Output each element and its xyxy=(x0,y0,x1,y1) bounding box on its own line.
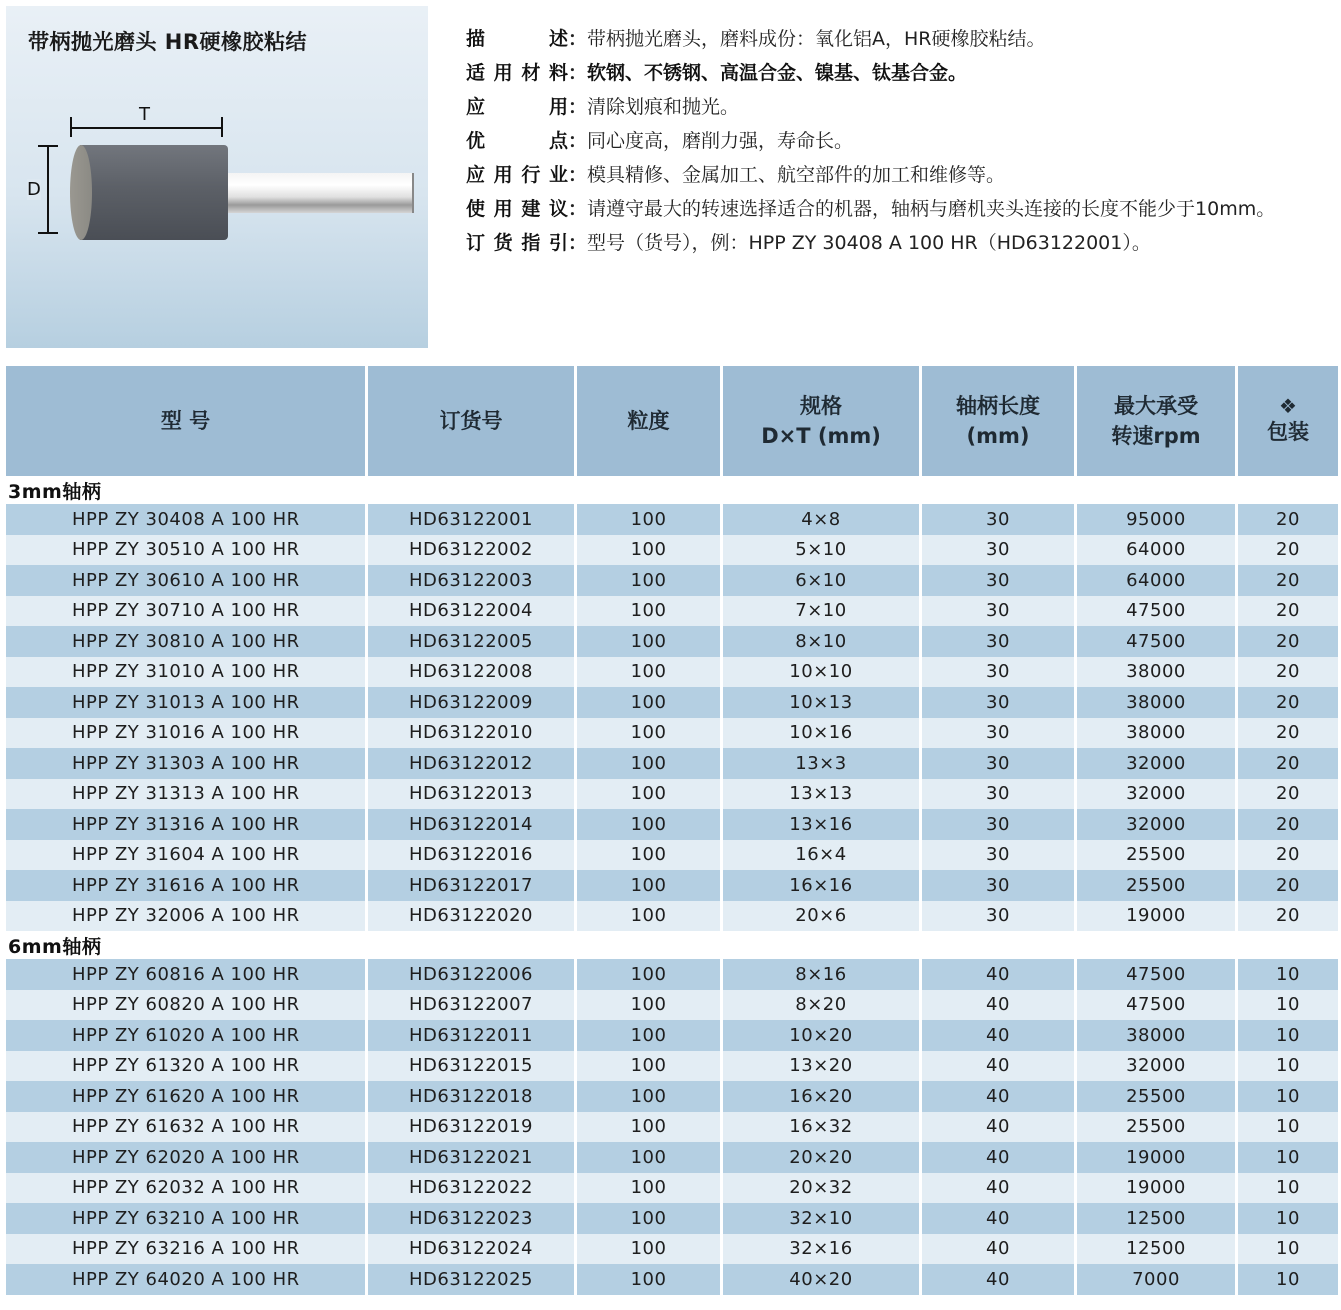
cell-spec: 32×16 xyxy=(723,1234,922,1265)
cell-shank-length: 40 xyxy=(922,1020,1077,1051)
dim-t-label: T xyxy=(139,104,150,125)
cell-grit: 100 xyxy=(577,840,723,871)
info-colon: ： xyxy=(568,28,588,50)
cell-shank-length: 40 xyxy=(922,959,1077,990)
cell-order-number: HD63122006 xyxy=(368,959,577,990)
cell-shank-length: 30 xyxy=(922,687,1077,718)
cell-grit: 100 xyxy=(577,779,723,810)
cell-max-rpm: 25500 xyxy=(1077,1081,1238,1112)
info-colon: ： xyxy=(568,198,588,220)
table-header-row xyxy=(6,366,1338,476)
cell-grit: 100 xyxy=(577,1112,723,1143)
cell-shank-length: 30 xyxy=(922,748,1077,779)
cell-max-rpm: 25500 xyxy=(1077,840,1238,871)
info-row xyxy=(466,24,1275,58)
info-value: 请遵守最大的转速选择适合的机器，轴柄与磨机夹头连接的长度不能少于10mm。 xyxy=(587,198,1276,220)
table-row xyxy=(6,504,1338,535)
cell-shank-length: 40 xyxy=(922,1142,1077,1173)
cell-shank-length: 30 xyxy=(922,901,1077,932)
cell-model: HPP ZY 64020 A 100 HR xyxy=(6,1264,368,1295)
cell-max-rpm: 47500 xyxy=(1077,959,1238,990)
cell-shank-length: 40 xyxy=(922,1173,1077,1204)
header-shank-length xyxy=(922,366,1077,476)
group-header-row xyxy=(6,931,1338,959)
cell-model: HPP ZY 63216 A 100 HR xyxy=(6,1234,368,1265)
cell-model: HPP ZY 30710 A 100 HR xyxy=(6,596,368,627)
info-label: 使用建议 xyxy=(466,198,568,220)
cell-spec: 13×16 xyxy=(723,809,922,840)
cell-package: 10 xyxy=(1238,1112,1338,1143)
cell-package: 10 xyxy=(1238,1142,1338,1173)
cell-shank-length: 40 xyxy=(922,1203,1077,1234)
table-row xyxy=(6,535,1338,566)
cell-package: 20 xyxy=(1238,809,1338,840)
cell-package: 20 xyxy=(1238,535,1338,566)
cell-order-number: HD63122017 xyxy=(368,870,577,901)
cell-spec: 10×10 xyxy=(723,657,922,688)
cell-model: HPP ZY 31016 A 100 HR xyxy=(6,718,368,749)
cell-order-number: HD63122012 xyxy=(368,748,577,779)
info-label: 应 用 xyxy=(466,96,568,118)
cell-package: 20 xyxy=(1238,626,1338,657)
cell-model: HPP ZY 31313 A 100 HR xyxy=(6,779,368,810)
dim-d-tick-bottom xyxy=(38,232,58,234)
cell-max-rpm: 32000 xyxy=(1077,748,1238,779)
header-spec-line2: D×T (mm) xyxy=(761,424,881,448)
cell-order-number: HD63122021 xyxy=(368,1142,577,1173)
info-row xyxy=(466,58,1275,92)
cell-spec: 13×13 xyxy=(723,779,922,810)
cell-max-rpm: 25500 xyxy=(1077,870,1238,901)
info-value: 同心度高，磨削力强，寿命长。 xyxy=(587,130,854,152)
cell-order-number: HD63122003 xyxy=(368,565,577,596)
cell-max-rpm: 12500 xyxy=(1077,1203,1238,1234)
cell-package: 20 xyxy=(1238,687,1338,718)
cell-model: HPP ZY 61632 A 100 HR xyxy=(6,1112,368,1143)
table-row xyxy=(6,1234,1338,1265)
cell-model: HPP ZY 63210 A 100 HR xyxy=(6,1203,368,1234)
cell-max-rpm: 38000 xyxy=(1077,718,1238,749)
table-row xyxy=(6,959,1338,990)
header-model: 型 号 xyxy=(6,366,368,476)
cell-package: 10 xyxy=(1238,1264,1338,1295)
cell-spec: 16×32 xyxy=(723,1112,922,1143)
table-row xyxy=(6,870,1338,901)
cell-spec: 8×16 xyxy=(723,959,922,990)
cell-package: 10 xyxy=(1238,1173,1338,1204)
table-row xyxy=(6,1264,1338,1295)
cell-max-rpm: 19000 xyxy=(1077,901,1238,932)
cell-shank-length: 30 xyxy=(922,779,1077,810)
cell-max-rpm: 38000 xyxy=(1077,1020,1238,1051)
cell-package: 20 xyxy=(1238,718,1338,749)
cell-max-rpm: 7000 xyxy=(1077,1264,1238,1295)
header-shank-line1: 轴柄长度 xyxy=(956,394,1040,418)
header-rpm-line1: 最大承受 xyxy=(1114,394,1198,418)
cell-max-rpm: 32000 xyxy=(1077,779,1238,810)
cell-max-rpm: 32000 xyxy=(1077,809,1238,840)
cell-spec: 4×8 xyxy=(723,504,922,535)
cell-package: 20 xyxy=(1238,504,1338,535)
dim-t-tick-right xyxy=(221,117,223,137)
cell-shank-length: 30 xyxy=(922,504,1077,535)
table-row xyxy=(6,718,1338,749)
cell-shank-length: 40 xyxy=(922,1051,1077,1082)
cell-shank-length: 40 xyxy=(922,1264,1077,1295)
cell-model: HPP ZY 62032 A 100 HR xyxy=(6,1173,368,1204)
cell-grit: 100 xyxy=(577,901,723,932)
dim-d-label: D xyxy=(27,179,41,200)
cell-spec: 32×10 xyxy=(723,1203,922,1234)
cell-model: HPP ZY 61320 A 100 HR xyxy=(6,1051,368,1082)
cell-shank-length: 30 xyxy=(922,657,1077,688)
box-icon: ❖ xyxy=(1279,394,1297,418)
table-row xyxy=(6,990,1338,1021)
table-row xyxy=(6,626,1338,657)
product-title: 带柄抛光磨头 HR硬橡胶粘结 xyxy=(28,30,308,54)
grinding-head-image xyxy=(80,145,228,240)
table-row xyxy=(6,779,1338,810)
cell-model: HPP ZY 31316 A 100 HR xyxy=(6,809,368,840)
header-shank-line2: (mm) xyxy=(966,424,1030,448)
table-row xyxy=(6,1203,1338,1234)
cell-max-rpm: 32000 xyxy=(1077,1051,1238,1082)
cell-package: 20 xyxy=(1238,748,1338,779)
cell-order-number: HD63122008 xyxy=(368,657,577,688)
header-max-rpm xyxy=(1077,366,1238,476)
header-spec xyxy=(723,366,922,476)
cell-package: 20 xyxy=(1238,657,1338,688)
cell-order-number: HD63122007 xyxy=(368,990,577,1021)
info-colon: ： xyxy=(568,130,588,152)
cell-max-rpm: 64000 xyxy=(1077,535,1238,566)
cell-package: 10 xyxy=(1238,1234,1338,1265)
cell-grit: 100 xyxy=(577,535,723,566)
cell-model: HPP ZY 61020 A 100 HR xyxy=(6,1020,368,1051)
cell-grit: 100 xyxy=(577,718,723,749)
cell-grit: 100 xyxy=(577,1051,723,1082)
cell-order-number: HD63122001 xyxy=(368,504,577,535)
cell-spec: 20×6 xyxy=(723,901,922,932)
cell-grit: 100 xyxy=(577,870,723,901)
cell-shank-length: 30 xyxy=(922,870,1077,901)
cell-order-number: HD63122014 xyxy=(368,809,577,840)
info-colon: ： xyxy=(568,62,588,84)
cell-model: HPP ZY 30610 A 100 HR xyxy=(6,565,368,596)
info-label: 订货指引 xyxy=(466,232,568,254)
info-colon: ： xyxy=(568,96,588,118)
cell-shank-length: 30 xyxy=(922,535,1077,566)
cell-shank-length: 30 xyxy=(922,809,1077,840)
info-label: 应用行业 xyxy=(466,164,568,186)
cell-max-rpm: 38000 xyxy=(1077,687,1238,718)
product-image-panel xyxy=(6,6,428,348)
cell-grit: 100 xyxy=(577,990,723,1021)
info-value: 带柄抛光磨头，磨料成份：氧化铝A，HR硬橡胶粘结。 xyxy=(587,28,1046,50)
cell-model: HPP ZY 30408 A 100 HR xyxy=(6,504,368,535)
cell-order-number: HD63122015 xyxy=(368,1051,577,1082)
table-row xyxy=(6,657,1338,688)
grinding-head-face xyxy=(70,145,92,240)
cell-model: HPP ZY 32006 A 100 HR xyxy=(6,901,368,932)
cell-shank-length: 40 xyxy=(922,1081,1077,1112)
cell-spec: 16×20 xyxy=(723,1081,922,1112)
product-info xyxy=(466,24,1275,262)
table-row xyxy=(6,1142,1338,1173)
cell-model: HPP ZY 31010 A 100 HR xyxy=(6,657,368,688)
cell-grit: 100 xyxy=(577,1234,723,1265)
dim-t-tick-left xyxy=(70,117,72,137)
cell-shank-length: 30 xyxy=(922,626,1077,657)
info-label: 描 述 xyxy=(466,28,568,50)
cell-max-rpm: 47500 xyxy=(1077,990,1238,1021)
cell-max-rpm: 19000 xyxy=(1077,1173,1238,1204)
info-value: 软钢、不锈钢、高温合金、镍基、钛基合金。 xyxy=(587,62,968,84)
cell-order-number: HD63122023 xyxy=(368,1203,577,1234)
cell-max-rpm: 47500 xyxy=(1077,596,1238,627)
cell-package: 10 xyxy=(1238,1203,1338,1234)
table-row xyxy=(6,1081,1338,1112)
cell-package: 20 xyxy=(1238,870,1338,901)
cell-max-rpm: 64000 xyxy=(1077,565,1238,596)
info-colon: ： xyxy=(568,164,588,186)
header-grit: 粒度 xyxy=(577,366,723,476)
cell-order-number: HD63122025 xyxy=(368,1264,577,1295)
cell-max-rpm: 47500 xyxy=(1077,626,1238,657)
cell-spec: 10×20 xyxy=(723,1020,922,1051)
cell-spec: 7×10 xyxy=(723,596,922,627)
cell-model: HPP ZY 31013 A 100 HR xyxy=(6,687,368,718)
cell-grit: 100 xyxy=(577,1173,723,1204)
cell-grit: 100 xyxy=(577,565,723,596)
dim-t-line xyxy=(70,127,222,129)
cell-spec: 13×20 xyxy=(723,1051,922,1082)
cell-model: HPP ZY 31604 A 100 HR xyxy=(6,840,368,871)
cell-model: HPP ZY 60816 A 100 HR xyxy=(6,959,368,990)
cell-grit: 100 xyxy=(577,596,723,627)
cell-model: HPP ZY 31616 A 100 HR xyxy=(6,870,368,901)
cell-package: 20 xyxy=(1238,901,1338,932)
cell-grit: 100 xyxy=(577,1203,723,1234)
header-order-number: 订货号 xyxy=(368,366,577,476)
cell-order-number: HD63122005 xyxy=(368,626,577,657)
table-row xyxy=(6,840,1338,871)
cell-order-number: HD63122024 xyxy=(368,1234,577,1265)
cell-order-number: HD63122018 xyxy=(368,1081,577,1112)
header-rpm-line2: 转速rpm xyxy=(1111,424,1201,448)
table-row xyxy=(6,565,1338,596)
cell-package: 20 xyxy=(1238,779,1338,810)
cell-grit: 100 xyxy=(577,1020,723,1051)
dim-d-tick-top xyxy=(38,145,58,147)
cell-spec: 40×20 xyxy=(723,1264,922,1295)
cell-shank-length: 30 xyxy=(922,718,1077,749)
cell-max-rpm: 19000 xyxy=(1077,1142,1238,1173)
cell-spec: 16×16 xyxy=(723,870,922,901)
cell-spec: 20×20 xyxy=(723,1142,922,1173)
header-package xyxy=(1238,366,1338,476)
cell-grit: 100 xyxy=(577,657,723,688)
dim-d-line xyxy=(47,145,49,233)
cell-max-rpm: 95000 xyxy=(1077,504,1238,535)
cell-order-number: HD63122011 xyxy=(368,1020,577,1051)
info-row xyxy=(466,160,1275,194)
header-package-label: 包装 xyxy=(1267,420,1309,444)
cell-order-number: HD63122022 xyxy=(368,1173,577,1204)
cell-package: 10 xyxy=(1238,990,1338,1021)
cell-spec: 6×10 xyxy=(723,565,922,596)
cell-shank-length: 40 xyxy=(922,1112,1077,1143)
table-row xyxy=(6,809,1338,840)
table-row xyxy=(6,1112,1338,1143)
cell-model: HPP ZY 30510 A 100 HR xyxy=(6,535,368,566)
cell-order-number: HD63122004 xyxy=(368,596,577,627)
header-spec-line1: 规格 xyxy=(800,394,842,418)
cell-order-number: HD63122020 xyxy=(368,901,577,932)
table-row xyxy=(6,1173,1338,1204)
cell-model: HPP ZY 60820 A 100 HR xyxy=(6,990,368,1021)
cell-grit: 100 xyxy=(577,809,723,840)
info-row xyxy=(466,92,1275,126)
cell-order-number: HD63122016 xyxy=(368,840,577,871)
cell-grit: 100 xyxy=(577,626,723,657)
table-row xyxy=(6,687,1338,718)
cell-grit: 100 xyxy=(577,1264,723,1295)
cell-spec: 8×10 xyxy=(723,626,922,657)
info-value: 模具精修、金属加工、航空部件的加工和维修等。 xyxy=(587,164,1006,186)
cell-package: 20 xyxy=(1238,565,1338,596)
table-row xyxy=(6,748,1338,779)
cell-order-number: HD63122010 xyxy=(368,718,577,749)
cell-model: HPP ZY 31303 A 100 HR xyxy=(6,748,368,779)
cell-grit: 100 xyxy=(577,1142,723,1173)
group-label: 3mm轴柄 xyxy=(6,476,1338,504)
cell-order-number: HD63122009 xyxy=(368,687,577,718)
info-value: 清除划痕和抛光。 xyxy=(587,96,740,118)
cell-model: HPP ZY 30810 A 100 HR xyxy=(6,626,368,657)
cell-grit: 100 xyxy=(577,959,723,990)
cell-package: 20 xyxy=(1238,840,1338,871)
cell-grit: 100 xyxy=(577,1081,723,1112)
cell-spec: 10×16 xyxy=(723,718,922,749)
cell-spec: 8×20 xyxy=(723,990,922,1021)
cell-spec: 16×4 xyxy=(723,840,922,871)
info-label: 优 点 xyxy=(466,130,568,152)
cell-max-rpm: 25500 xyxy=(1077,1112,1238,1143)
cell-spec: 10×13 xyxy=(723,687,922,718)
cell-order-number: HD63122019 xyxy=(368,1112,577,1143)
table-row xyxy=(6,901,1338,932)
cell-max-rpm: 12500 xyxy=(1077,1234,1238,1265)
info-value: 型号（货号），例：HPP ZY 30408 A 100 HR（HD63122001）。 xyxy=(587,232,1151,254)
info-row xyxy=(466,194,1275,228)
cell-order-number: HD63122002 xyxy=(368,535,577,566)
info-label: 适用材料 xyxy=(466,62,568,84)
cell-package: 10 xyxy=(1238,959,1338,990)
info-row xyxy=(466,228,1275,262)
cell-model: HPP ZY 62020 A 100 HR xyxy=(6,1142,368,1173)
group-header-row xyxy=(6,476,1338,504)
cell-shank-length: 30 xyxy=(922,840,1077,871)
table-row xyxy=(6,1020,1338,1051)
cell-model: HPP ZY 61620 A 100 HR xyxy=(6,1081,368,1112)
cell-shank-length: 40 xyxy=(922,990,1077,1021)
cell-order-number: HD63122013 xyxy=(368,779,577,810)
cell-package: 20 xyxy=(1238,596,1338,627)
cell-spec: 20×32 xyxy=(723,1173,922,1204)
cell-package: 10 xyxy=(1238,1020,1338,1051)
cell-package: 10 xyxy=(1238,1081,1338,1112)
cell-grit: 100 xyxy=(577,687,723,718)
info-row xyxy=(466,126,1275,160)
cell-spec: 13×3 xyxy=(723,748,922,779)
cell-package: 10 xyxy=(1238,1051,1338,1082)
cell-shank-length: 30 xyxy=(922,565,1077,596)
shank-image xyxy=(226,173,414,213)
cell-shank-length: 40 xyxy=(922,1234,1077,1265)
product-table xyxy=(6,366,1338,1295)
cell-spec: 5×10 xyxy=(723,535,922,566)
cell-max-rpm: 38000 xyxy=(1077,657,1238,688)
cell-grit: 100 xyxy=(577,504,723,535)
group-label: 6mm轴柄 xyxy=(6,931,1338,959)
cell-grit: 100 xyxy=(577,748,723,779)
cell-shank-length: 30 xyxy=(922,596,1077,627)
info-colon: ： xyxy=(568,232,588,254)
table-row xyxy=(6,596,1338,627)
table-row xyxy=(6,1051,1338,1082)
